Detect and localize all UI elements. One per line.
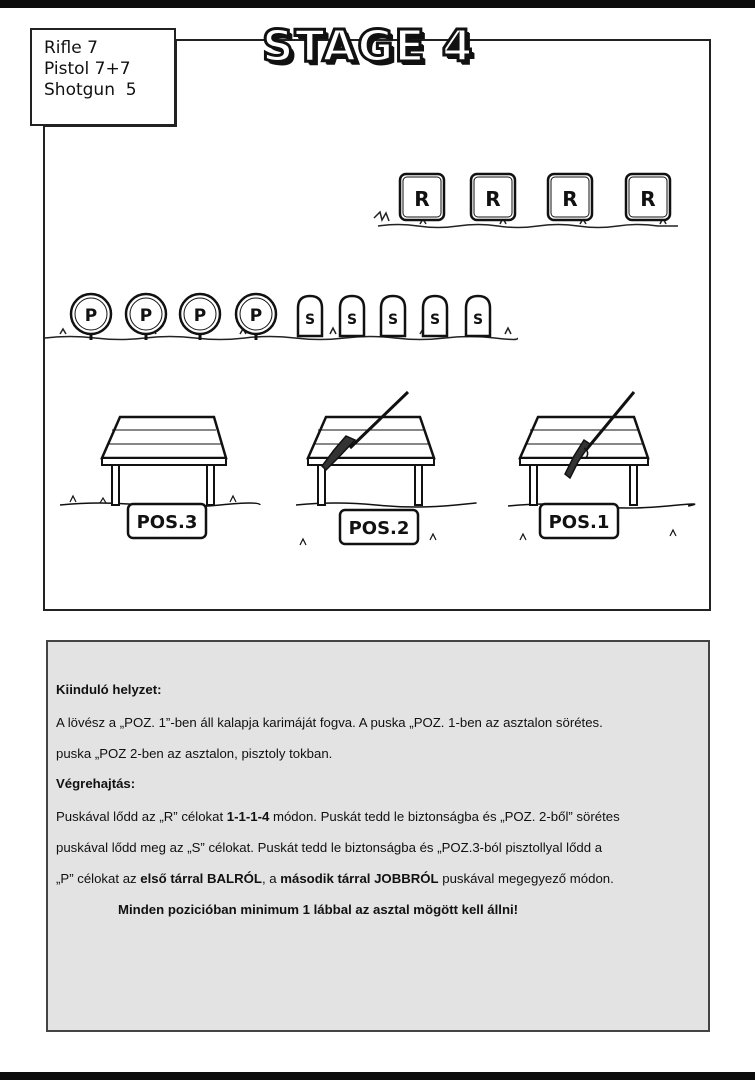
gun-count: 7 bbox=[87, 38, 98, 58]
pistol-target-label: P bbox=[249, 306, 263, 326]
rifle-target-label: R bbox=[414, 187, 430, 211]
exec-line-1-a: Puskával lődd az „R” célokat bbox=[56, 809, 227, 824]
gun-name: Pistol bbox=[44, 59, 90, 79]
start-heading: Kiinduló helyzet: bbox=[56, 682, 162, 697]
bottom-border bbox=[0, 1072, 755, 1080]
pistol-target-3 bbox=[180, 294, 220, 340]
pistol-target-label: P bbox=[139, 306, 153, 326]
rifle-target-2 bbox=[471, 174, 515, 220]
start-line-2: puska „POZ 2-ben az asztalon, pisztoly tokban. bbox=[56, 746, 333, 761]
gun-name: Rifle bbox=[44, 38, 82, 58]
exec-line-1 bbox=[56, 802, 700, 833]
final-note: Minden pozicióban minimum 1 lábbal az asztal mögött kell állni! bbox=[118, 902, 519, 917]
rifle-targets bbox=[400, 174, 670, 220]
shotgun-target-label: S bbox=[429, 312, 441, 328]
rifle-target-label: R bbox=[640, 187, 656, 211]
shotgun-targets bbox=[298, 296, 490, 336]
shotgun-target-label: S bbox=[387, 312, 399, 328]
shotgun-target-label: S bbox=[472, 312, 484, 328]
shotgun-target-3 bbox=[381, 296, 405, 336]
pos2-label: POS.2 bbox=[348, 518, 410, 539]
exec-line-3-e: puskával megegyező módon. bbox=[438, 871, 614, 886]
gun-count: 7+7 bbox=[94, 59, 131, 79]
rifle-target-3 bbox=[548, 174, 592, 220]
table-pos3 bbox=[60, 417, 260, 507]
pistol-target-2 bbox=[126, 294, 166, 340]
pistol-target-label: P bbox=[193, 306, 207, 326]
exec-line-3-bold-2: második tárral JOBBRÓL bbox=[280, 871, 439, 886]
rifle-target-1 bbox=[400, 174, 444, 220]
pos2-sign bbox=[340, 510, 418, 544]
exec-line-1-c: módon. Puskát tedd le biztonságba és „POZ. 2-ből” sörétes bbox=[269, 809, 620, 824]
gun-row-pistol bbox=[44, 59, 174, 80]
exec-line-2: puskával lődd meg az „S” célokat. Puskát tedd le biztonságba és „POZ.3-ból pisztollyal lődd a bbox=[56, 840, 603, 855]
pistol-target-label: P bbox=[84, 306, 98, 326]
pos3-sign bbox=[128, 504, 206, 538]
exec-line-1-bold: 1-1-1-4 bbox=[226, 809, 270, 824]
pistol-target-4 bbox=[236, 294, 276, 340]
shotgun-target-label: S bbox=[304, 312, 316, 328]
pos3-label: POS.3 bbox=[136, 512, 198, 533]
gun-row-rifle bbox=[44, 38, 174, 59]
gun-row-shotgun bbox=[44, 80, 174, 101]
gun-count: 5 bbox=[125, 80, 137, 100]
pos1-label: POS.1 bbox=[548, 512, 610, 533]
instructions-box bbox=[46, 640, 710, 1032]
shotgun-target-4 bbox=[423, 296, 447, 336]
rifle-target-4 bbox=[626, 174, 670, 220]
shotgun-target-5 bbox=[466, 296, 490, 336]
exec-line-3-c: , a bbox=[261, 871, 281, 886]
shotgun-target-label: S bbox=[346, 312, 358, 328]
rifle-target-label: R bbox=[562, 187, 578, 211]
exec-line-3-a: „P” célokat az bbox=[56, 871, 141, 886]
pos1-sign bbox=[540, 504, 618, 538]
shotgun-target-2 bbox=[340, 296, 364, 336]
gun-name: Shotgun bbox=[44, 80, 115, 100]
exec-line-3 bbox=[56, 864, 700, 895]
gun-count-box bbox=[30, 28, 176, 126]
shotgun-target-1 bbox=[298, 296, 322, 336]
exec-heading: Végrehajtás: bbox=[56, 776, 136, 791]
stage-title: STAGE 4 bbox=[262, 21, 474, 72]
pistol-target-1 bbox=[71, 294, 111, 340]
rifle-target-label: R bbox=[485, 187, 501, 211]
exec-line-3-bold-1: első tárral BALRÓL bbox=[140, 871, 262, 886]
start-line-1: A lövész a „POZ. 1”-ben áll kalapja karimáját fogva. A puska „POZ. 1-ben az asztalon sörétes. bbox=[56, 715, 603, 730]
